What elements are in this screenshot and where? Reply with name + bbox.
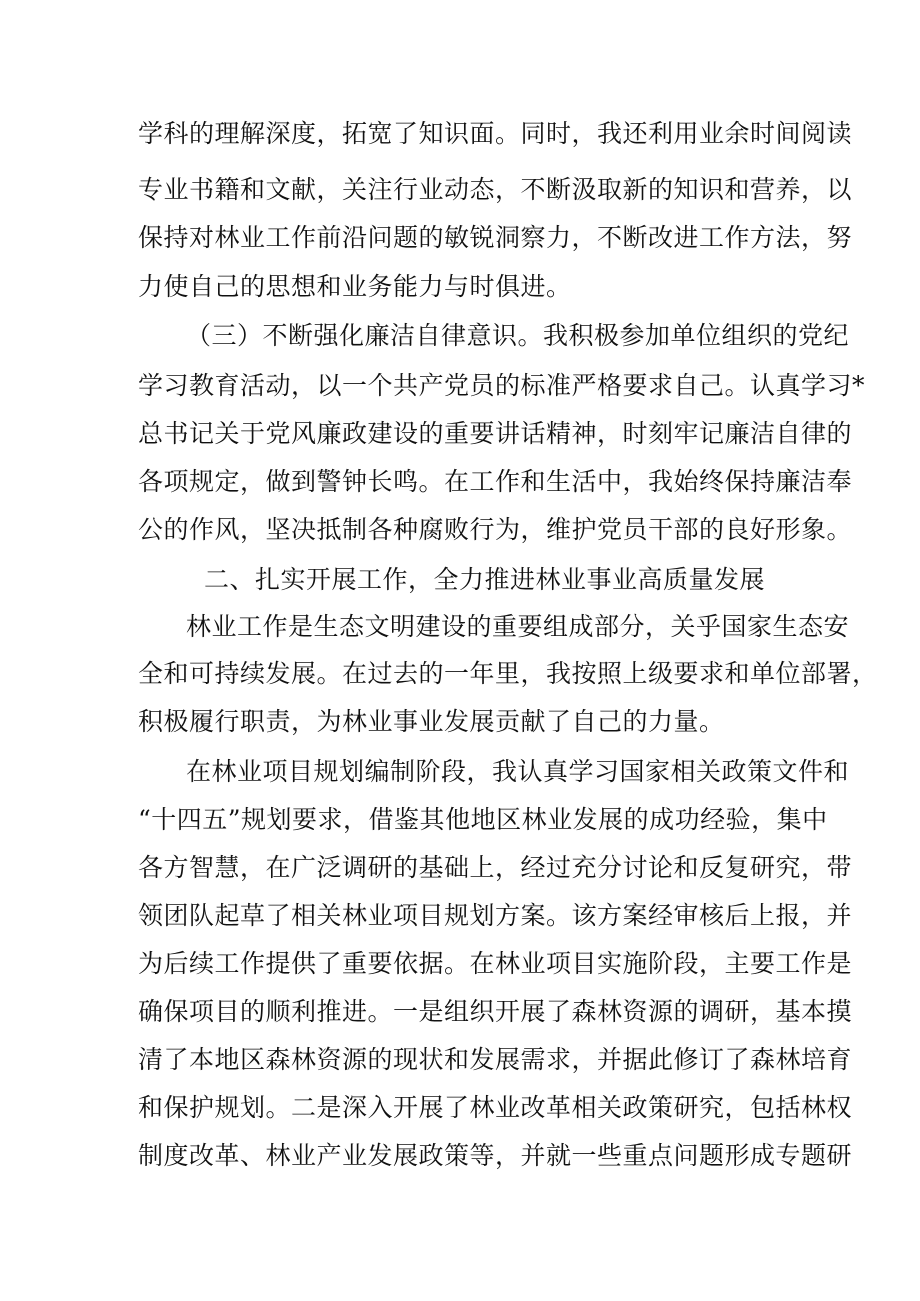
text-line: 制度改革、林业产业发展政策等，并就一些重点问题形成专题研 <box>138 1141 853 1170</box>
text-line: 在林业项目规划编制阶段，我认真学习国家相关政策文件和 <box>186 757 850 786</box>
text-line: 专业书籍和文献，关注行业动态，不断汲取新的知识和营养，以 <box>138 175 853 204</box>
text-line: （三）不断强化廉洁自律意识。我积极参加单位组织的党纪 <box>186 321 850 350</box>
text-line: 林业工作是生态文明建设的重要组成部分，关乎国家生态安 <box>186 612 850 641</box>
text-line: 积极履行职责，为林业事业发展贡献了自己的力量。 <box>138 707 725 736</box>
text-line: 确保项目的顺利推进。一是组织开展了森林资源的调研，基本摸 <box>138 997 853 1026</box>
text-line: 清了本地区森林资源的现状和发展需求，并据此修订了森林培育 <box>138 1045 853 1074</box>
text-line: 保持对林业工作前沿问题的敏锐洞察力，不断改进工作方法，努 <box>138 223 853 252</box>
text-line: 领团队起草了相关林业项目规划方案。该方案经审核后上报，并 <box>138 901 853 930</box>
text-line: “十四五”规划要求，借鉴其他地区林业发展的成功经验，集中 <box>138 805 828 834</box>
text-line: 和保护规划。二是深入开展了林业改革相关政策研究，包括林权 <box>138 1093 853 1122</box>
text-line: 全和可持续发展。在过去的一年里，我按照上级要求和单位部署， <box>138 659 878 688</box>
text-line: 力使自己的思想和业务能力与时俱进。 <box>138 272 572 301</box>
text-line: 各项规定，做到警钟长鸣。在工作和生活中，我始终保持廉洁奉 <box>138 467 853 496</box>
text-line: 学科的理解深度，拓宽了知识面。同时，我还利用业余时间阅读 <box>138 119 853 148</box>
text-line: 为后续工作提供了重要依据。在林业项目实施阶段，主要工作是 <box>138 949 853 978</box>
text-line: 总书记关于党风廉政建设的重要讲话精神，时刻牢记廉洁自律的 <box>138 419 853 448</box>
text-line: 各方智慧，在广泛调研的基础上，经过充分讨论和反复研究，带 <box>138 853 853 882</box>
section-heading: 二、扎实开展工作，全力推进林业事业高质量发展 <box>204 565 766 594</box>
text-line: 公的作风，坚决抵制各种腐败行为，维护党员干部的良好形象。 <box>138 515 853 544</box>
text-line: 学习教育活动，以一个共产党员的标准严格要求自己。认真学习* <box>138 371 866 400</box>
